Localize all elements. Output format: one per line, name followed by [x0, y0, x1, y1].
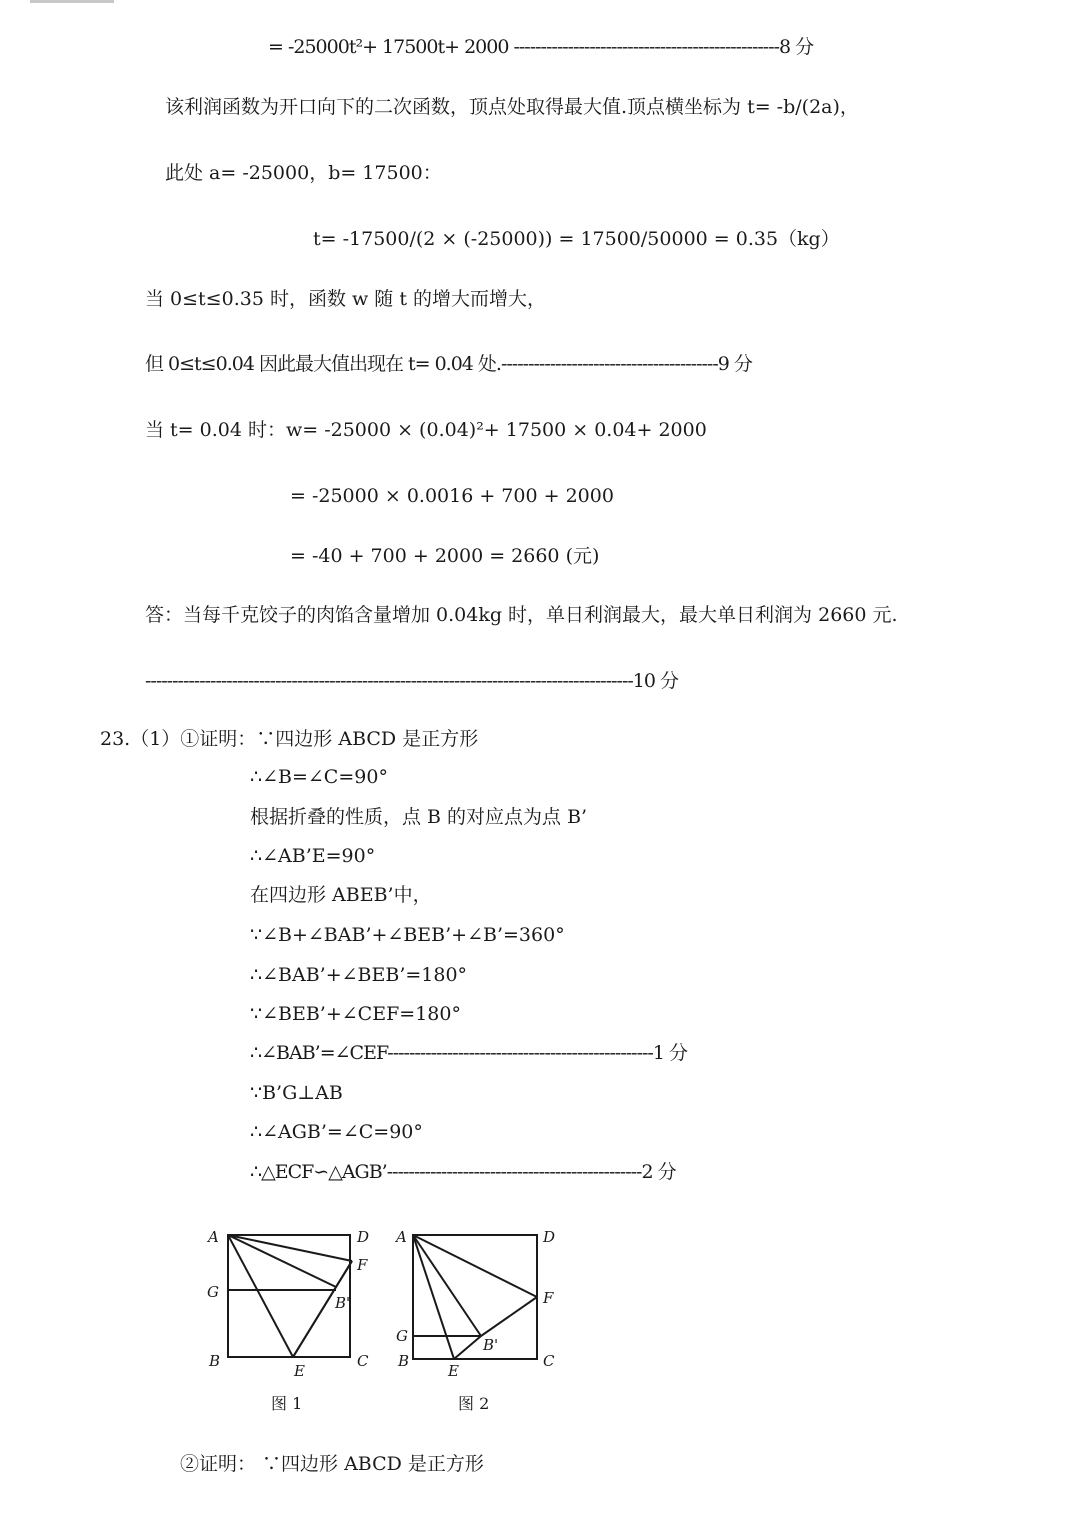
top-edge-mark — [30, 0, 114, 3]
fig2-label-E: E — [448, 1362, 459, 1380]
figure-1-caption: 图 1 — [271, 1394, 303, 1413]
proof-step-7: ∵∠BEB’+∠CEF=180° — [250, 1003, 461, 1025]
fig2-line-AF — [413, 1235, 537, 1297]
fig2-line-AB1 — [413, 1235, 481, 1336]
fig2-line-EB1 — [454, 1336, 481, 1359]
fig2-label-B1: B' — [483, 1336, 499, 1354]
computation-step-2: = -40 + 700 + 2000 = 2660 (元) — [290, 545, 600, 567]
fig1-label-A: A — [208, 1228, 219, 1246]
fig2-label-F: F — [543, 1289, 554, 1307]
fig1-label-F: F — [357, 1256, 368, 1274]
fig2-line-AE — [413, 1235, 454, 1359]
proof-step-1: ∴∠B=∠C=90° — [250, 766, 388, 788]
substitution-line: 当 t= 0.04 时：w= -25000 × (0.04)²+ 17500 × 0.04+ 2000 — [145, 419, 707, 441]
fig2-label-A: A — [396, 1228, 407, 1246]
problem-23-heading: 23.（1）①证明：∵四边形 ABCD 是正方形 — [100, 728, 479, 750]
fig1-line-AF — [228, 1235, 352, 1261]
equation-profit-expanded: = -25000t²+ 17500t+ 2000 -------------------------------------------------8 分 — [268, 36, 814, 58]
score-line-10: ------------------------------------------------------------------------------------------10 分 — [145, 670, 679, 692]
max-location-statement: 但 0≤t≤0.04 因此最大值出现在 t= 0.04 处.----------------------------------------9 分 — [145, 353, 752, 375]
proof-step-8: ∴∠BAB’=∠CEF-------------------------------------------------1 分 — [250, 1042, 687, 1064]
proof-step-6: ∴∠BAB’+∠BEB’=180° — [250, 964, 468, 986]
fig1-line-AB1 — [228, 1235, 336, 1287]
part-2-heading: ②证明： ∵四边形 ABCD 是正方形 — [180, 1453, 484, 1475]
fig1-square — [228, 1235, 350, 1357]
proof-step-3: ∴∠AB’E=90° — [250, 845, 376, 867]
proof-step-10: ∴∠AGB’=∠C=90° — [250, 1121, 423, 1143]
vertex-calculation: t= -17500/(2 × (-25000)) = 17500/50000 = 0.35（kg） — [313, 228, 840, 250]
fig1-label-B: B — [209, 1352, 221, 1370]
answer-statement: 答：当每千克饺子的肉馅含量增加 0.04kg 时，单日利润最大，最大单日利润为 2660 元. — [145, 604, 898, 626]
figure-1 — [228, 1235, 352, 1357]
fig2-label-C: C — [543, 1352, 555, 1370]
fig2-label-B: B — [398, 1352, 410, 1370]
proof-step-5: ∵∠B+∠BAB’+∠BEB’+∠B’=360° — [250, 924, 565, 946]
proof-step-2: 根据折叠的性质，点 B 的对应点为点 B’ — [250, 806, 588, 828]
vertex-explanation: 该利润函数为开口向下的二次函数，顶点处取得最大值.顶点横坐标为 t= -b/(2a)， — [165, 96, 859, 118]
fig1-label-C: C — [357, 1352, 369, 1370]
fig2-label-G: G — [396, 1327, 408, 1345]
geometry-figures — [195, 1218, 575, 1388]
monotonic-statement: 当 0≤t≤0.35 时，函数 w 随 t 的增大而增大， — [145, 288, 547, 310]
fig2-label-D: D — [543, 1228, 556, 1246]
fig1-label-B1: B' — [335, 1294, 351, 1312]
fig2-line-B1F — [481, 1297, 537, 1336]
fig1-label-G: G — [207, 1283, 219, 1301]
fig1-label-E: E — [294, 1362, 305, 1380]
figure-2-caption: 图 2 — [458, 1394, 490, 1413]
coefficient-values: 此处 a= -25000，b= 17500： — [165, 162, 442, 184]
proof-step-11: ∴△ECF∽△AGB’-----------------------------------------------2 分 — [250, 1161, 676, 1183]
proof-step-4: 在四边形 ABEB’中， — [250, 884, 432, 906]
proof-step-9: ∵B’G⊥AB — [250, 1082, 343, 1104]
figure-2 — [413, 1235, 537, 1359]
computation-step-1: = -25000 × 0.0016 + 700 + 2000 — [290, 485, 614, 507]
fig1-label-D: D — [357, 1228, 370, 1246]
fig1-line-AE — [228, 1235, 293, 1357]
